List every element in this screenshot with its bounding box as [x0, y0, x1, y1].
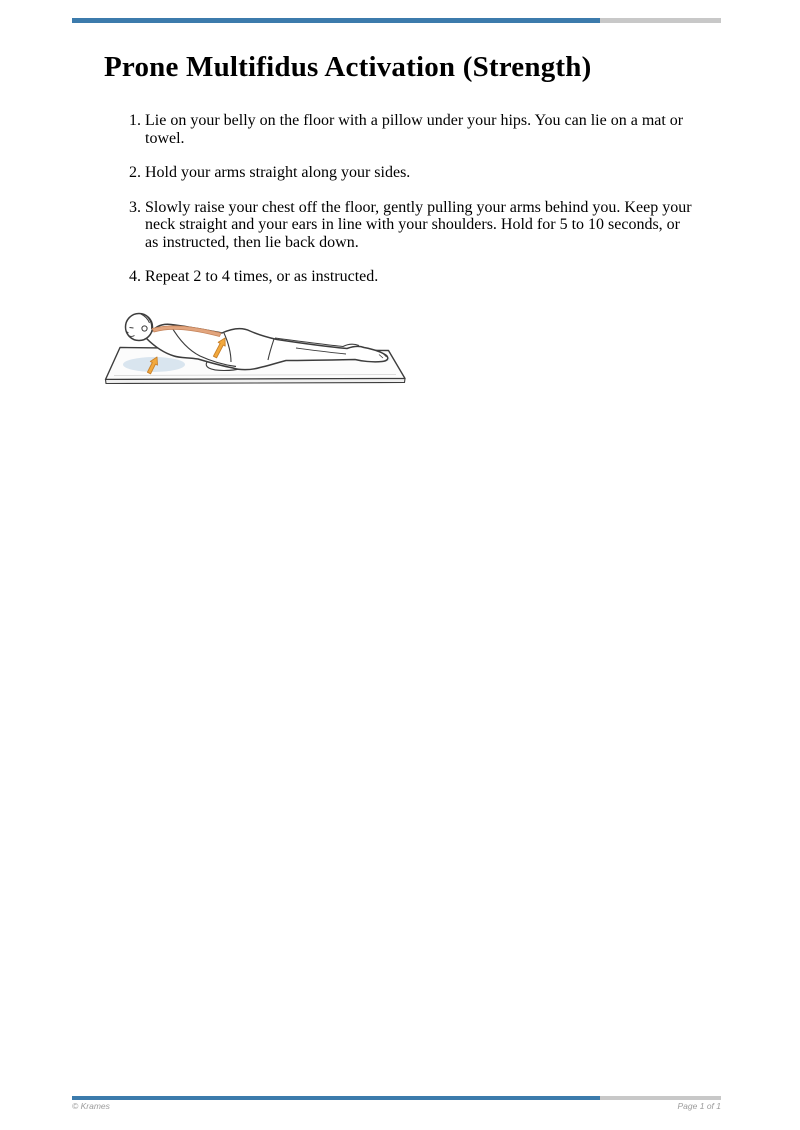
instructions-list	[110, 112, 695, 303]
prone-exercise-drawing	[100, 302, 415, 394]
instruction-step-1: 1. Lie on your belly on the floor with a pillow under your hips. You can lie on a mat or towel.	[145, 112, 695, 147]
mat-edge	[106, 379, 406, 384]
footer-rule-gray-segment	[600, 1096, 721, 1100]
instruction-step-3: 3. Slowly raise your chest off the floor, gently pulling your arms behind you. Keep your neck straight and your ears in line with your shoulders. Hold for 5 to 10 seconds, or as instructed, then lie back down.	[145, 199, 695, 252]
exercise-illustration	[100, 302, 415, 394]
footer-rule	[72, 1096, 721, 1100]
page-number-label: Page 1 of 1	[677, 1101, 721, 1111]
header-rule	[72, 18, 721, 23]
instruction-step-4: 4. Repeat 2 to 4 times, or as instructed.	[145, 268, 695, 286]
header-rule-blue-segment	[72, 18, 600, 23]
page-title: Prone Multifidus Activation (Strength)	[104, 51, 592, 83]
header-rule-gray-segment	[600, 18, 721, 23]
ear	[142, 326, 147, 331]
footer-rule-blue-segment	[72, 1096, 600, 1100]
page-footer	[72, 1101, 721, 1112]
copyright-label: © Krames	[72, 1101, 110, 1111]
instruction-step-2: 2. Hold your arms straight along your sides.	[145, 164, 695, 182]
